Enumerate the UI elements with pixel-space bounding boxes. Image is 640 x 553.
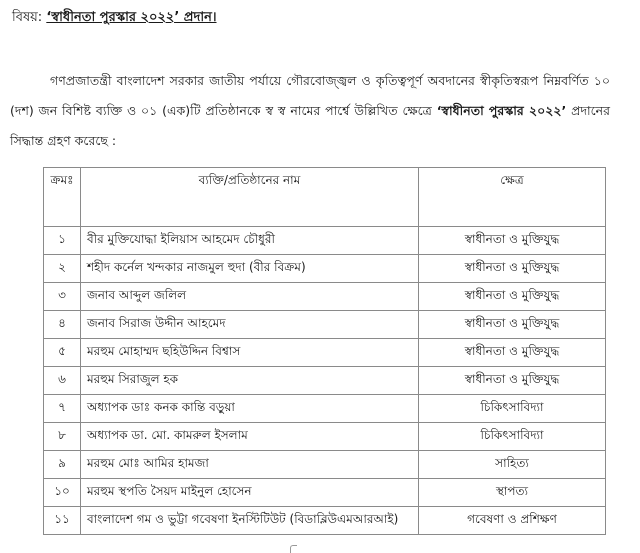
cell-name: শহীদ কর্নেল খন্দকার নাজমুল হুদা (বীর বিক্রম)	[81, 255, 419, 283]
cell-field: গবেষণা ও প্রশিক্ষণ	[419, 507, 606, 535]
cell-serial: ৮	[44, 423, 81, 451]
cell-name: বীর মুক্তিযোদ্ধা ইলিয়াস আহমেদ চৌধুরী	[81, 227, 419, 255]
table-row	[44, 283, 606, 311]
header-field: ক্ষেত্র	[419, 168, 606, 227]
subject-line	[12, 8, 217, 29]
table-row	[44, 367, 606, 395]
cell-name: মরহুম মোঃ আমির হামজা	[81, 451, 419, 479]
cell-field: চিকিৎসাবিদ্যা	[419, 423, 606, 451]
cell-serial: ১১	[44, 507, 81, 535]
cell-serial: ২	[44, 255, 81, 283]
cell-name: মরহুম স্থপতি সৈয়দ মাইনুল হোসেন	[81, 479, 419, 507]
cell-serial: ১০	[44, 479, 81, 507]
cell-field: স্বাধীনতা ও মুক্তিযুদ্ধ	[419, 339, 606, 367]
cell-name: জনাব আব্দুল জলিল	[81, 283, 419, 311]
cell-field: স্বাধীনতা ও মুক্তিযুদ্ধ	[419, 311, 606, 339]
cell-name: অধ্যাপক ডা. মো. কামরুল ইসলাম	[81, 423, 419, 451]
cell-serial: ৪	[44, 311, 81, 339]
cell-field: স্বাধীনতা ও মুক্তিযুদ্ধ	[419, 283, 606, 311]
table-row	[44, 395, 606, 423]
cell-name: অধ্যাপক ডাঃ কনক কান্তি বড়ুয়া	[81, 395, 419, 423]
cell-serial: ৩	[44, 283, 81, 311]
cell-serial: ৫	[44, 339, 81, 367]
table-row	[44, 451, 606, 479]
cell-name: মরহুম সিরাজুল হক	[81, 367, 419, 395]
cell-serial: ৬	[44, 367, 81, 395]
cell-name: জনাব সিরাজ উদ্দীন আহমেদ	[81, 311, 419, 339]
cell-field: সাহিত্য	[419, 451, 606, 479]
cell-field: স্বাধীনতা ও মুক্তিযুদ্ধ	[419, 255, 606, 283]
cell-serial: ৭	[44, 395, 81, 423]
table-row	[44, 479, 606, 507]
table-row	[44, 423, 606, 451]
cell-field: স্থাপত্য	[419, 479, 606, 507]
table-row	[44, 339, 606, 367]
header-name: ব্যক্তি/প্রতিষ্ঠানের নাম	[81, 168, 419, 227]
table-row	[44, 507, 606, 535]
cell-name: বাংলাদেশ গম ও ভুট্টা গবেষণা ইনস্টিটিউট (বিডাব্লিউএমআরআই)	[81, 507, 419, 535]
cell-name: মরহুম মোহাম্মদ ছহিউদ্দিন বিশ্বাস	[81, 339, 419, 367]
table-row	[44, 255, 606, 283]
table-row	[44, 311, 606, 339]
table-header-row	[44, 168, 606, 227]
cell-serial: ৯	[44, 451, 81, 479]
header-serial: ক্রমঃ	[44, 168, 81, 227]
paragraph-tail: প্রদানের সিদ্ধান্ত গ্রহণ করেছে :	[10, 103, 611, 148]
subject-title: ‘স্বাধীনতা পুরস্কার ২০২২’ প্রদান।	[46, 10, 217, 25]
paragraph-bold-title: ‘স্বাধীনতা পুরস্কার ২০২২’	[436, 103, 567, 118]
intro-paragraph	[10, 66, 610, 156]
cell-serial: ১	[44, 227, 81, 255]
table-row	[44, 227, 606, 255]
cell-field: স্বাধীনতা ও মুক্তিযুদ্ধ	[419, 367, 606, 395]
paragraph-text: গণপ্রজাতন্ত্রী বাংলাদেশ সরকার জাতীয় পর্যায়ে গৌরবোজ্জ্বল ও কৃতিত্বপূর্ণ অবদানের স্বীকৃতিস্বরূপ নিম্নবর্ণিত ১০ (দশ) জন বিশিষ্ট ব্যক্তি ও ০১ (এক)টি প্রতিষ্ঠানকে স্ব স্ব নামের পার্শ্বে উল্লিখিত ক্ষেত্রে	[10, 73, 610, 118]
cell-field: স্বাধীনতা ও মুক্তিযুদ্ধ	[419, 227, 606, 255]
cell-field: চিকিৎসাবিদ্যা	[419, 395, 606, 423]
subject-label: বিষয়:	[12, 10, 43, 25]
awardees-table	[43, 167, 606, 535]
